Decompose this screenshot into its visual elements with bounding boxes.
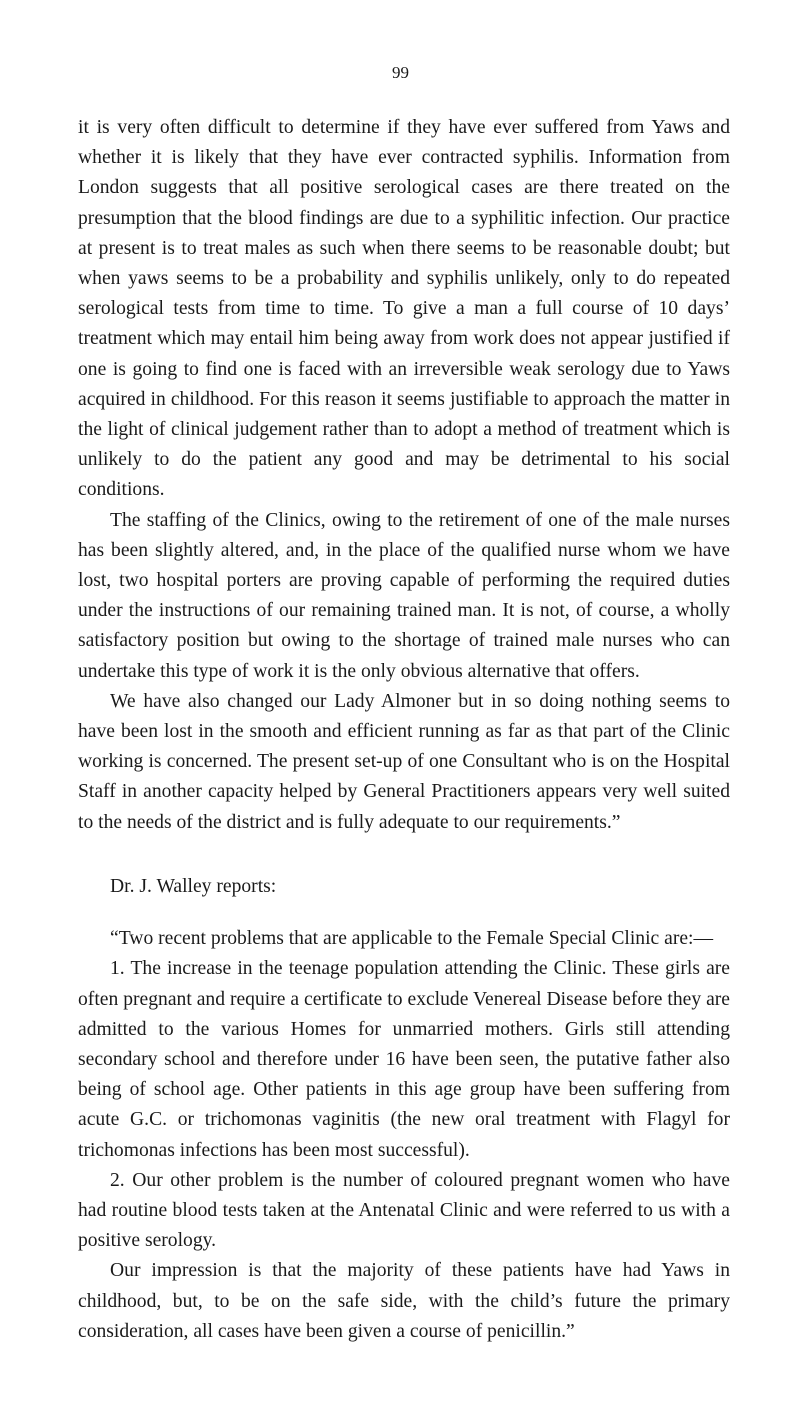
paragraph-two-problems: “Two recent problems that are applicable to the Female Special Clinic are:— (110, 928, 714, 950)
page-number: 99 (392, 63, 409, 82)
section-gap (78, 902, 730, 924)
paragraph-yaws-syphilis: it is very often difficult to determine if they have ever suffered from Yaws and whether it is likely that they have ever contracted syphilis. Information from London suggests that all positive serological cases are there treated on the presumption that the blood findings are due to a syphilitic infection. Our practice at present is to treat males as such when there seems to be reasonable doubt; but when yaws seems to be a probability and syphilis unlikely, only to do repeated serological tests from time to time. To give a man a full course of 10 days’ treatment which may entail him being away from work does not appear justified if one is going to find one is faced with an irreversible weak serology due to Yaws acquired in childhood. For this reason it seems justifiable to approach the matter in the light of clinical judgement rather than to adopt a method of treatment which is unlikely to do the patient any good and may be detrimental to his social conditions. (78, 117, 730, 501)
body-text-bottom (78, 872, 730, 1347)
paragraph-clinic-staffing: The staffing of the Clinics, owing to the retirement of one of the male nurses has been slightly altered, and, in the place of the qualified nurse whom we have lost, two hospital porters are proving capable of performing the required duties under the instructions of our remaining trained man. It is not, of course, a wholly satisfactory position but owing to the shortage of trained male nurses who can undertake this type of work it is the only obvious alternative that offers. (78, 509, 730, 682)
body-text-top (78, 113, 730, 838)
paragraph-impression: Our impression is that the majority of these patients have had Yaws in childhood, but, to be on the safe side, with the child’s future the primary consideration, all cases have been given a course of penicillin.” (78, 1260, 730, 1342)
paragraph-teenage-population: 1. The increase in the teenage population attending the Clinic. These girls are often pregnant and require a certificate to exclude Venereal Disease before they are admitted to the various Homes for unmarried mothers. Girls still attending secondary school and therefore under 16 have been seen, the putative father also being of school age. Other patients in this age group have been suffering from acute G.C. or trichomonas vaginitis (the new oral treatment with Flagyl for trichomonas infections has been most successful). (78, 958, 730, 1161)
paragraph-walley-reports: Dr. J. Walley reports: (110, 876, 277, 897)
paragraph-lady-almoner: We have also changed our Lady Almoner but in so doing nothing seems to have been lost in the smooth and efficient running as far as that part of the Clinic working is concerned. The present set-up of one Consultant who is on the Hospital Staff in another capacity helped by General Practitioners appears very well suited to the needs of the district and is fully adequate to our requirements.” (78, 690, 730, 833)
paragraph-coloured-women: 2. Our other problem is the number of coloured pregnant women who have had routine blood tests taken at the Antenatal Clinic and were referred to us with a positive serology. (78, 1169, 730, 1252)
